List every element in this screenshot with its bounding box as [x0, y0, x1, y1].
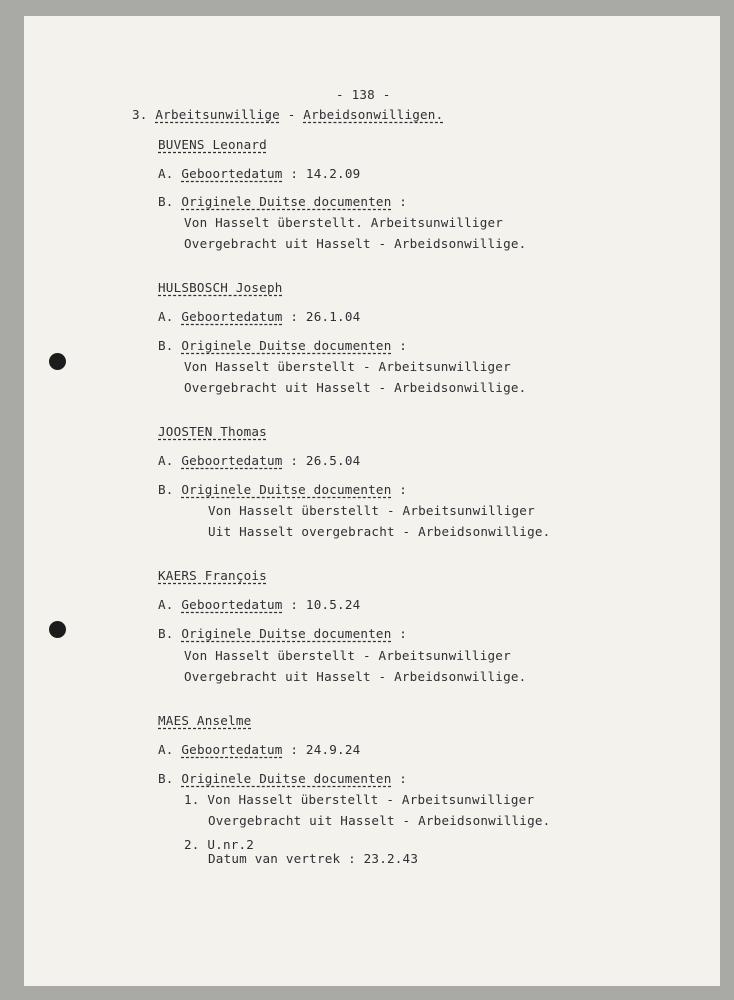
birth-date-row: [158, 597, 360, 613]
item-number: 1.: [184, 792, 200, 807]
item-letter: B.: [158, 626, 174, 641]
section-title-dutch: Arbeidsonwilligen.: [303, 107, 444, 122]
person-name: MAES Anselme: [158, 713, 252, 728]
section-heading: [132, 107, 443, 123]
item-letter: A.: [158, 597, 174, 612]
person-name: HULSBOSCH Joseph: [158, 280, 283, 295]
document-line: Overgebracht uit Hasselt - Arbeidsonwillige.: [184, 236, 527, 251]
item-letter: B.: [158, 482, 174, 497]
document-line: Von Hasselt überstellt - Arbeitsunwilliger: [184, 648, 511, 663]
documents-row: [158, 626, 407, 642]
section-number: 3.: [132, 107, 148, 122]
birth-date-value: : 26.1.04: [290, 309, 361, 324]
documents-label: Originele Duitse documenten: [181, 482, 392, 497]
colon: :: [399, 626, 408, 641]
documents-label: Originele Duitse documenten: [181, 338, 392, 353]
documents-label: Originele Duitse documenten: [181, 194, 392, 209]
item-letter: B.: [158, 194, 174, 209]
birth-date-label: Geboortedatum: [181, 597, 283, 612]
person-name: JOOSTEN Thomas: [158, 424, 267, 439]
documents-row: [158, 771, 407, 787]
item-letter: B.: [158, 338, 174, 353]
birth-date-label: Geboortedatum: [181, 742, 283, 757]
colon: :: [399, 771, 408, 786]
birth-date-label: Geboortedatum: [181, 453, 283, 468]
document-line: Uit Hasselt overgebracht - Arbeidsonwillige.: [208, 524, 551, 539]
section-title-german: Arbeitsunwillige: [155, 107, 280, 122]
document-line: Overgebracht uit Hasselt - Arbeidsonwillige.: [184, 380, 527, 395]
item-letter: B.: [158, 771, 174, 786]
item-letter: A.: [158, 453, 174, 468]
document-line: Overgebracht uit Hasselt - Arbeidsonwillige.: [184, 669, 527, 684]
document-line: Overgebracht uit Hasselt - Arbeidsonwillige.: [208, 813, 551, 828]
birth-date-row: [158, 166, 360, 182]
page-number: - 138 -: [336, 87, 391, 102]
document-line: Von Hasselt überstellt - Arbeitsunwilliger: [184, 359, 511, 374]
birth-date-value: : 14.2.09: [290, 166, 361, 181]
punch-hole: [49, 353, 66, 370]
documents-label: Originele Duitse documenten: [181, 626, 392, 641]
documents-row: [158, 194, 407, 210]
person-name: BUVENS Leonard: [158, 137, 267, 152]
colon: :: [399, 194, 408, 209]
colon: :: [399, 482, 408, 497]
numbered-item: [184, 792, 534, 808]
birth-date-row: [158, 742, 360, 758]
birth-date-label: Geboortedatum: [181, 166, 283, 181]
documents-label: Originele Duitse documenten: [181, 771, 392, 786]
birth-date-value: : 24.9.24: [290, 742, 361, 757]
document-line: U.nr.2: [207, 837, 255, 852]
document-line: Von Hasselt überstellt. Arbeitsunwilliger: [184, 215, 504, 230]
birth-date-row: [158, 309, 360, 325]
birth-date-value: : 26.5.04: [290, 453, 361, 468]
birth-date-label: Geboortedatum: [181, 309, 283, 324]
punch-hole: [49, 621, 66, 638]
document-line: Von Hasselt überstellt - Arbeitsunwilliger: [208, 503, 535, 518]
colon: :: [399, 338, 408, 353]
documents-row: [158, 338, 407, 354]
birth-date-value: : 10.5.24: [290, 597, 361, 612]
document-line: Datum van vertrek : 23.2.43: [208, 851, 419, 866]
item-letter: A.: [158, 166, 174, 181]
section-dash: -: [287, 107, 296, 122]
item-letter: A.: [158, 742, 174, 757]
person-name: KAERS François: [158, 568, 267, 583]
item-number: 2.: [184, 837, 200, 852]
document-page: [24, 16, 720, 986]
documents-row: [158, 482, 407, 498]
birth-date-row: [158, 453, 360, 469]
document-line: Von Hasselt überstellt - Arbeitsunwilliger: [207, 792, 535, 807]
item-letter: A.: [158, 309, 174, 324]
